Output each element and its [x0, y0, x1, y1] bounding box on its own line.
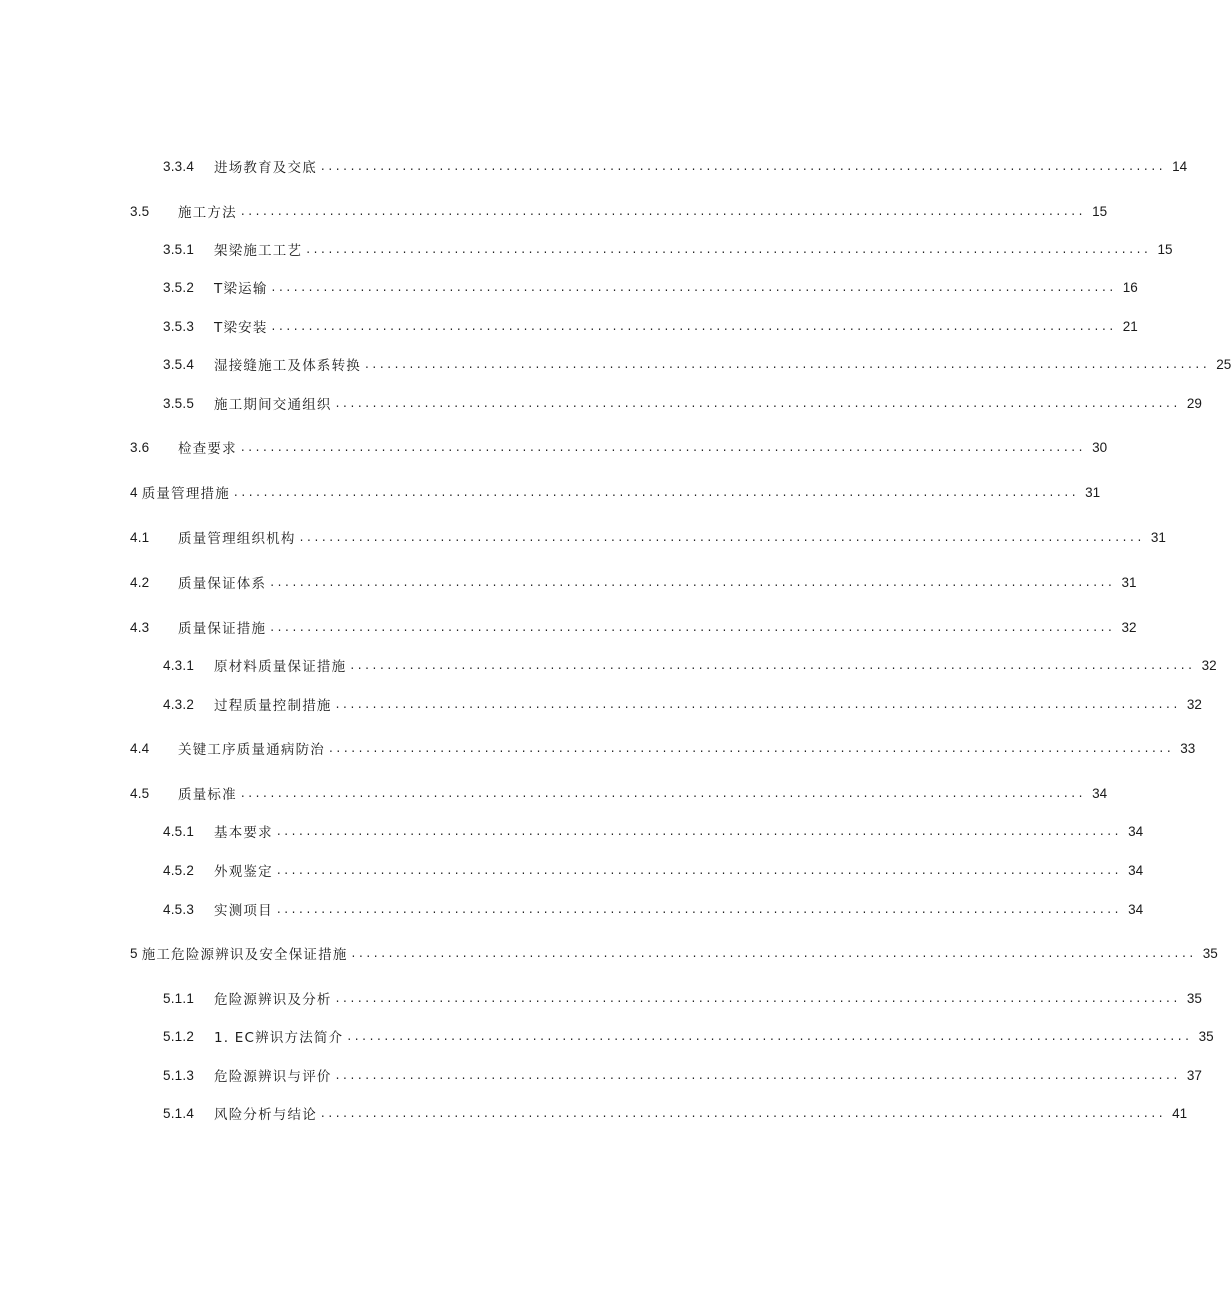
toc-title: 架梁施工工艺	[214, 243, 303, 259]
toc-page-number: 15	[1157, 241, 1173, 257]
toc-leader-dots: ..................................................................................................................	[320, 1106, 1167, 1120]
toc-page-number: 14	[1172, 158, 1188, 174]
toc-page-number: 32	[1121, 619, 1137, 635]
toc-leader-dots: ..................................................................................................................	[306, 242, 1152, 256]
toc-page-number: 30	[1092, 439, 1108, 455]
toc-title: 1. EC辨识方法简介	[214, 1030, 344, 1046]
toc-entry[interactable]	[0, 201, 1108, 221]
toc-title: 施工危险源辨识及安全保证措施	[141, 947, 348, 963]
toc-entry[interactable]	[0, 899, 1144, 919]
toc-number: 5.1.4	[163, 1105, 195, 1121]
toc-entry[interactable]	[0, 437, 1108, 457]
toc-page-number: 25	[1216, 356, 1231, 372]
toc-entry[interactable]	[0, 354, 1231, 374]
toc-page-number: 31	[1121, 574, 1137, 590]
toc-title: 施工方法	[178, 205, 237, 221]
toc-page-number: 34	[1128, 862, 1144, 878]
toc-leader-dots: ..................................................................................................................	[335, 991, 1181, 1005]
toc-title: 风险分析与结论	[214, 1107, 317, 1123]
toc-number: 4.5.1	[163, 823, 195, 839]
toc-leader-dots: ..................................................................................................................	[335, 697, 1181, 711]
toc-number: 3.5.4	[163, 356, 195, 372]
toc-page-number: 34	[1128, 823, 1144, 839]
toc-leader-dots: ..................................................................................................................	[240, 786, 1087, 800]
toc-number: 3.5	[130, 203, 150, 219]
toc-leader-dots: ..................................................................................................................	[270, 620, 1116, 634]
toc-page-number: 33	[1180, 740, 1196, 756]
toc-leader-dots: ..................................................................................................................	[347, 1029, 1193, 1043]
toc-title: T梁运输	[214, 281, 268, 297]
toc-title: 原材料质量保证措施	[214, 659, 347, 675]
toc-entry[interactable]	[0, 694, 1202, 714]
toc-leader-dots: ..................................................................................................................	[271, 319, 1117, 333]
toc-title: 湿接缝施工及体系转换	[214, 358, 361, 374]
toc-entry[interactable]	[0, 482, 1101, 502]
toc-entry[interactable]	[0, 860, 1144, 880]
toc-title: 检查要求	[178, 441, 237, 457]
toc-title: 质量管理措施	[141, 486, 230, 502]
toc-title: 进场教育及交底	[214, 160, 317, 176]
toc-title: 过程质量控制措施	[214, 698, 332, 714]
toc-number: 4.5	[130, 785, 150, 801]
toc-entry[interactable]	[0, 393, 1202, 413]
toc-number: 5	[130, 945, 138, 961]
toc-page-number: 31	[1085, 484, 1101, 500]
toc-entry[interactable]	[0, 527, 1166, 547]
toc-number: 4.3.1	[163, 657, 195, 673]
toc-page-number: 29	[1186, 395, 1202, 411]
toc-number: 5.1.3	[163, 1067, 195, 1083]
toc-number: 4.4	[130, 740, 150, 756]
toc-entry[interactable]	[0, 1103, 1188, 1123]
toc-title: 质量保证措施	[178, 621, 267, 637]
toc-entry[interactable]	[0, 783, 1108, 803]
toc-leader-dots: ..................................................................................................................	[335, 396, 1181, 410]
toc-number: 3.6	[130, 439, 150, 455]
toc-page-number: 15	[1092, 203, 1108, 219]
toc-title: 外观鉴定	[214, 864, 273, 880]
toc-number: 3.5.3	[163, 318, 195, 334]
toc-title: 质量标准	[178, 787, 237, 803]
toc-title: 实测项目	[214, 903, 273, 919]
toc-leader-dots: ..................................................................................................................	[335, 1068, 1181, 1082]
toc-page-number: 41	[1172, 1105, 1188, 1121]
toc-number: 3.3.4	[163, 158, 195, 174]
toc-leader-dots: ..................................................................................................................	[350, 658, 1196, 672]
toc-title: 质量管理组织机构	[178, 531, 296, 547]
toc-page-number: 32	[1201, 657, 1217, 673]
toc-entry[interactable]	[0, 277, 1138, 297]
toc-number: 3.5.2	[163, 279, 195, 295]
toc-leader-dots: ..................................................................................................................	[299, 530, 1145, 544]
toc-entry[interactable]	[0, 617, 1137, 637]
toc-leader-dots: ..................................................................................................................	[365, 357, 1211, 371]
toc-page-number: 35	[1186, 990, 1202, 1006]
toc-number: 4	[130, 484, 138, 500]
toc-entry[interactable]	[0, 1026, 1214, 1046]
toc-page-number: 35	[1198, 1028, 1214, 1044]
toc-title: 危险源辨识及分析	[214, 992, 332, 1008]
toc-number: 4.1	[130, 529, 150, 545]
toc-entry[interactable]	[0, 156, 1188, 176]
toc-title: 关键工序质量通病防治	[178, 742, 325, 758]
toc-title: 质量保证体系	[178, 576, 267, 592]
toc-entry[interactable]	[0, 572, 1137, 592]
toc-number: 5.1.2	[163, 1028, 195, 1044]
toc-number: 4.3.2	[163, 696, 195, 712]
toc-entry[interactable]	[0, 239, 1173, 259]
toc-number: 4.5.3	[163, 901, 195, 917]
toc-title: 基本要求	[214, 825, 273, 841]
toc-number: 4.5.2	[163, 862, 195, 878]
toc-leader-dots: ..................................................................................................................	[276, 863, 1123, 877]
toc-entry[interactable]	[0, 821, 1144, 841]
toc-number: 3.5.1	[163, 241, 195, 257]
toc-number: 4.3	[130, 619, 150, 635]
toc-page-number: 34	[1092, 785, 1108, 801]
toc-leader-dots: ..................................................................................................................	[351, 946, 1197, 960]
toc-number: 4.2	[130, 574, 150, 590]
toc-page-number: 31	[1150, 529, 1166, 545]
toc-leader-dots: ..................................................................................................................	[329, 741, 1175, 755]
toc-entry[interactable]	[0, 943, 1218, 963]
toc-leader-dots: ..................................................................................................................	[276, 824, 1123, 838]
toc-entry[interactable]	[0, 655, 1217, 675]
toc-entry[interactable]	[0, 738, 1196, 758]
toc-page-number: 16	[1122, 279, 1138, 295]
toc-entry[interactable]	[0, 1065, 1202, 1085]
toc-entry[interactable]	[0, 988, 1202, 1008]
toc-title: 危险源辨识与评价	[214, 1069, 332, 1085]
toc-entry[interactable]	[0, 316, 1138, 336]
toc-leader-dots: ..................................................................................................................	[271, 280, 1117, 294]
toc-page-number: 21	[1122, 318, 1138, 334]
toc-title: T梁安装	[214, 320, 268, 336]
toc-leader-dots: ..................................................................................................................	[276, 902, 1123, 916]
toc-page-number: 37	[1186, 1067, 1202, 1083]
toc-page-number: 32	[1186, 696, 1202, 712]
toc-leader-dots: ..................................................................................................................	[240, 440, 1087, 454]
toc-leader-dots: ..................................................................................................................	[320, 159, 1167, 173]
toc-page-number: 35	[1202, 945, 1218, 961]
toc-number: 5.1.1	[163, 990, 195, 1006]
toc-number: 3.5.5	[163, 395, 195, 411]
toc-leader-dots: ..................................................................................................................	[270, 575, 1116, 589]
toc-page-number: 34	[1128, 901, 1144, 917]
toc-leader-dots: ..................................................................................................................	[233, 485, 1080, 499]
toc-title: 施工期间交通组织	[214, 397, 332, 413]
toc-leader-dots: ..................................................................................................................	[240, 204, 1087, 218]
